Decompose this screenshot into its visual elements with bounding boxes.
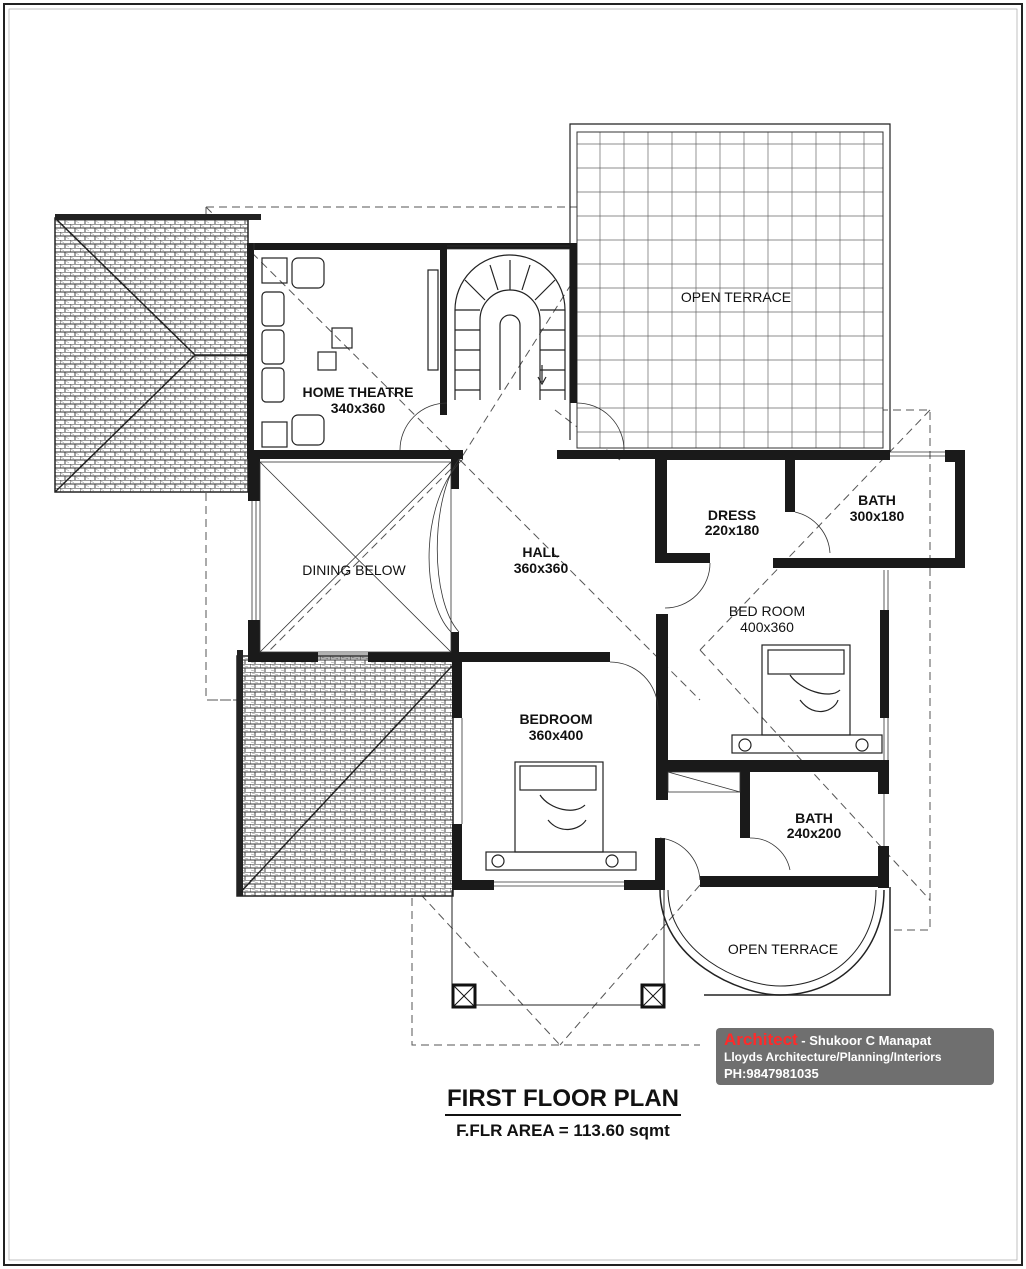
credit-architect-name: - Shukoor C Manapat [797, 1033, 932, 1048]
dress-label: DRESS [707, 507, 757, 523]
plan-area: F.FLR AREA = 113.60 sqmt [456, 1121, 670, 1140]
home-theatre-label: HOME THEATRE [302, 384, 414, 400]
bed-room-furniture [732, 645, 882, 753]
roof-bottom-left [237, 650, 453, 896]
bedroom-label: BEDROOM [519, 711, 593, 727]
home-theatre-size: 340x360 [330, 400, 386, 416]
dining-below-label: DINING BELOW [302, 562, 406, 578]
bedroom-size: 360x400 [528, 727, 584, 743]
open-terrace-top-label: OPEN TERRACE [680, 289, 792, 305]
title-block [0, 1085, 1026, 1141]
door-swings [400, 403, 830, 880]
bed-room-size: 400x360 [740, 619, 794, 635]
credit-phone: PH:9847981035 [724, 1066, 819, 1081]
bath-top-label: BATH [858, 492, 896, 508]
hall-size: 360x360 [513, 560, 569, 576]
architect-credit-box [716, 1028, 994, 1085]
bath-bottom-size: 240x200 [786, 825, 842, 841]
plan-title: FIRST FLOOR PLAN [445, 1085, 681, 1116]
credit-firm: Lloyds Architecture/Planning/Interiors [724, 1050, 942, 1064]
credit-architect-line [724, 1030, 931, 1050]
dining-void-cross [260, 462, 451, 652]
roof-left [55, 214, 261, 492]
bedroom-furniture [486, 762, 636, 870]
dress-size: 220x180 [704, 522, 760, 538]
bath-bottom-label: BATH [795, 810, 833, 826]
staircase [455, 255, 565, 400]
credit-architect-label: Architect [724, 1030, 798, 1049]
hall-label: HALL [522, 544, 560, 560]
open-terrace-bottom-label: OPEN TERRACE [727, 941, 839, 957]
bath-top-size: 300x180 [849, 508, 905, 524]
bed-room-label: BED ROOM [728, 603, 806, 619]
